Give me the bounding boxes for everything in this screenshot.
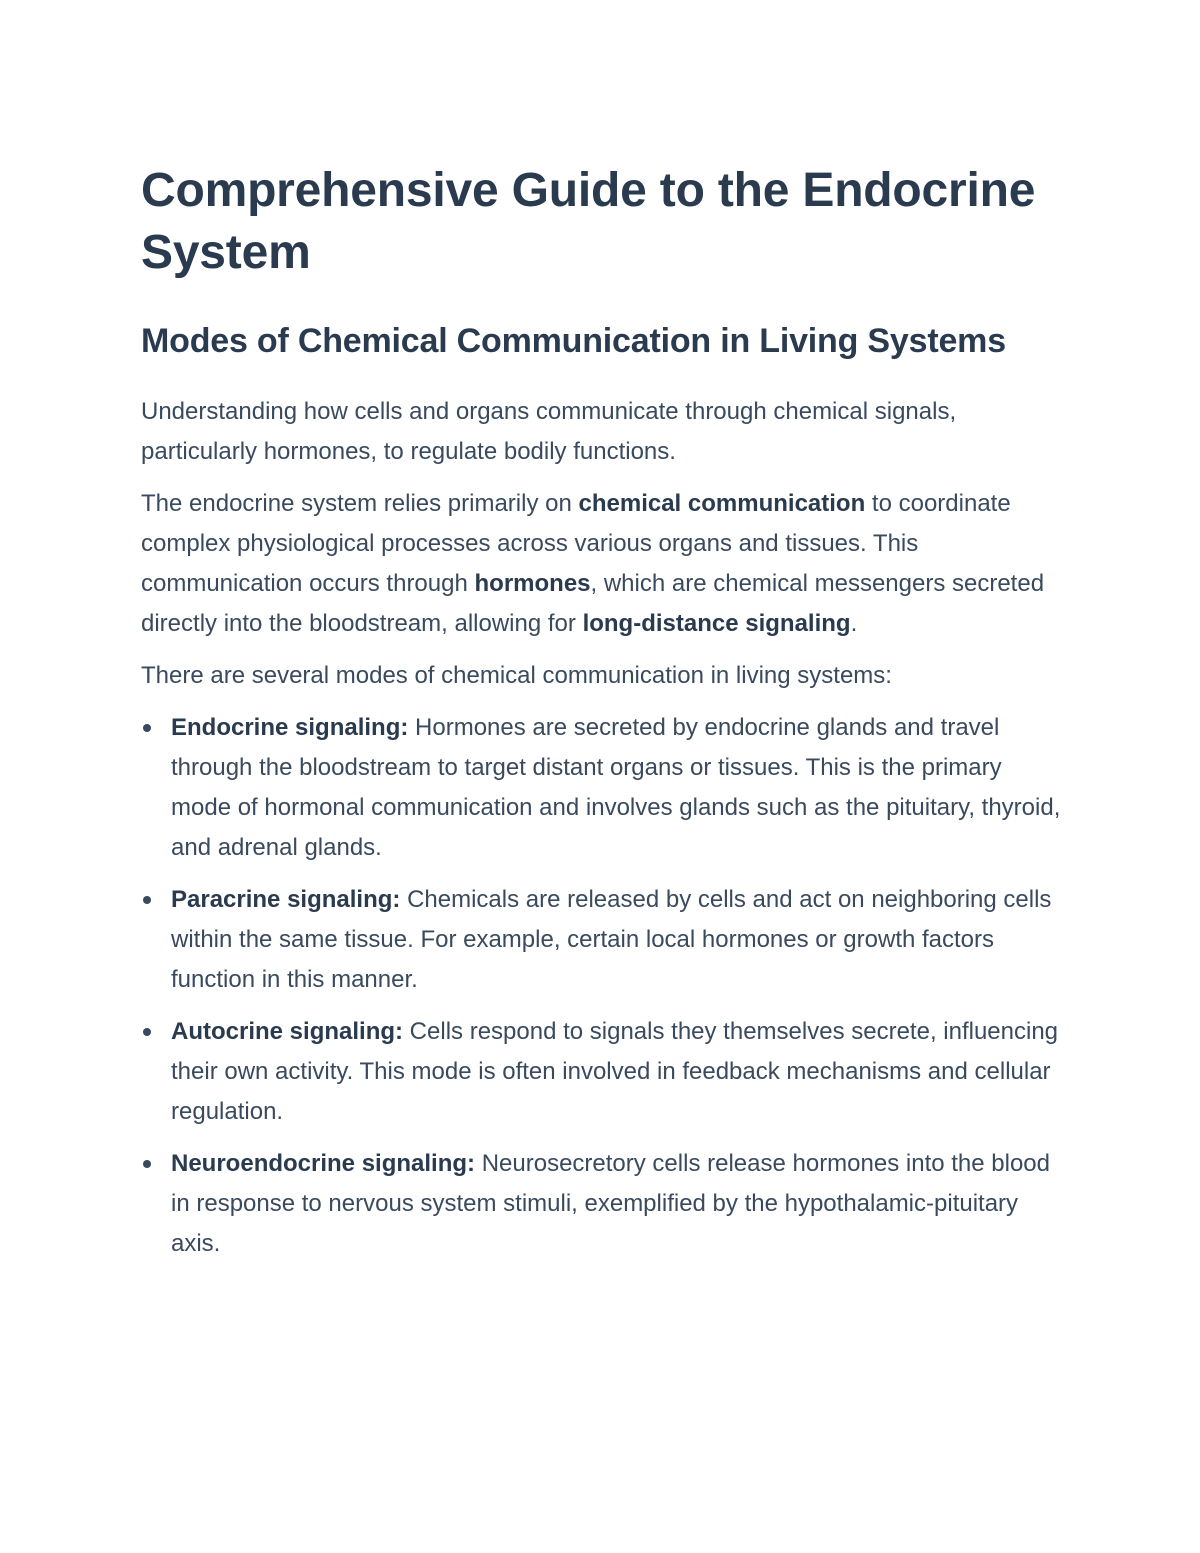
mode-term: Neuroendocrine signaling: [171,1150,476,1177]
bullet-icon [143,1160,151,1168]
intro-text-4: . [850,610,858,637]
mode-description: Hormones are secreted by endocrine glands and travel through the bloodstream to target distant organs or tissues. This is the primary mode of hormonal communication and involves glands such as the pituitary, thyroid, and adrenal glands. [171,714,1061,861]
mode-term: Autocrine signaling: [171,1018,404,1045]
mode-term: Endocrine signaling: [171,714,409,741]
bullet-icon [143,724,151,732]
modes-list [141,708,1061,1264]
modes-intro-paragraph: There are several modes of chemical communication in living systems: [141,662,892,689]
list-item [141,880,1061,1000]
mode-description: Cells respond to signals they themselves secrete, influencing their own activity. This mode is often involved in feedback mechanisms and cellular regulation. [171,1018,1059,1125]
list-item [141,1144,1061,1264]
document-page [141,160,1061,1276]
mode-description: Chemicals are released by cells and act on neighboring cells within the same tissue. For example, certain local hormones or growth factors function in this manner. [171,886,1052,993]
intro-text-2: to coordinate complex physiological processes across various organs and tissues. This communication occurs through [141,490,1011,597]
bullet-icon [143,896,151,904]
bullet-icon [143,1028,151,1036]
intro-text-3: , which are chemical messengers secreted directly into the bloodstream, allowing for [141,570,1045,637]
mode-term: Paracrine signaling: [171,886,401,913]
section-heading: Modes of Chemical Communication in Living Systems [141,322,1006,360]
intro-paragraph [141,484,1061,644]
mode-description: Neurosecretory cells release hormones into the blood in response to nervous system stimuli, exemplified by the hypothalamic-pituitary axis. [171,1150,1050,1257]
page-title: Comprehensive Guide to the Endocrine System [141,164,1036,279]
intro-bold-chemical-communication: chemical communication [578,490,866,517]
section-subtitle: Understanding how cells and organs communicate through chemical signals, particularly hormones, to regulate bodily functions. [141,398,957,465]
list-item [141,1012,1061,1132]
intro-bold-hormones: hormones [474,570,591,597]
intro-text-1: The endocrine system relies primarily on [141,490,579,517]
list-item [141,708,1061,868]
intro-bold-long-distance-signaling: long-distance signaling [582,610,851,637]
